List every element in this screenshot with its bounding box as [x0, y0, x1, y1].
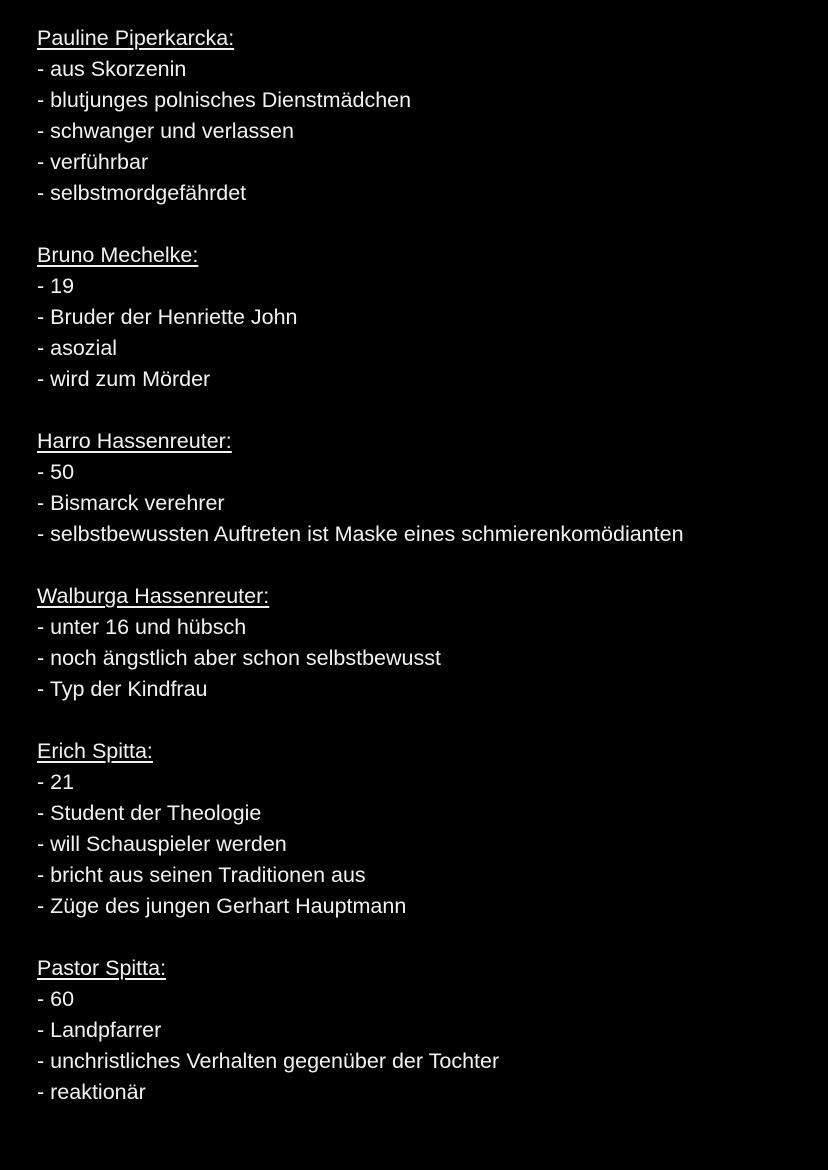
character-section-bruno [37, 240, 817, 395]
list-item: - Student der Theologie [37, 801, 262, 825]
list-item: - 50 [37, 460, 75, 484]
character-section-erich [37, 736, 817, 922]
list-item: - selbstbewussten Auftreten ist Maske eines schmierenkomödianten [37, 522, 684, 546]
list-item: - unter 16 und hübsch [37, 615, 247, 639]
list-item: - 60 [37, 987, 75, 1011]
character-section-pastor [37, 953, 817, 1108]
list-item: - 21 [37, 770, 75, 794]
section-heading: Harro Hassenreuter: [37, 429, 232, 453]
list-item: - blutjunges polnisches Dienstmädchen [37, 88, 412, 112]
list-item: - verführbar [37, 150, 149, 174]
list-item: - selbstmordgefährdet [37, 181, 247, 205]
list-item: - bricht aus seinen Traditionen aus [37, 863, 366, 887]
list-item: - 19 [37, 274, 75, 298]
list-item: - reaktionär [37, 1080, 146, 1104]
list-item: - Bruder der Henriette John [37, 305, 298, 329]
list-item: - will Schauspieler werden [37, 832, 287, 856]
list-item: - schwanger und verlassen [37, 119, 294, 143]
list-item: - wird zum Mörder [37, 367, 211, 391]
list-item: - asozial [37, 336, 118, 360]
section-heading: Walburga Hassenreuter: [37, 584, 270, 608]
character-section-walburga [37, 581, 817, 705]
list-item: - noch ängstlich aber schon selbstbewusst [37, 646, 441, 670]
list-item: - Züge des jungen Gerhart Hauptmann [37, 894, 407, 918]
list-item: - Landpfarrer [37, 1018, 162, 1042]
notes-document [37, 23, 817, 1139]
list-item: - aus Skorzenin [37, 57, 187, 81]
section-heading: Erich Spitta: [37, 739, 153, 763]
list-item: - Typ der Kindfrau [37, 677, 208, 701]
character-section-pauline [37, 23, 817, 209]
section-heading: Pauline Piperkarcka: [37, 26, 235, 50]
list-item: - unchristliches Verhalten gegenüber der Tochter [37, 1049, 500, 1073]
section-heading: Bruno Mechelke: [37, 243, 199, 267]
section-heading: Pastor Spitta: [37, 956, 167, 980]
list-item: - Bismarck verehrer [37, 491, 225, 515]
character-section-harro [37, 426, 817, 550]
